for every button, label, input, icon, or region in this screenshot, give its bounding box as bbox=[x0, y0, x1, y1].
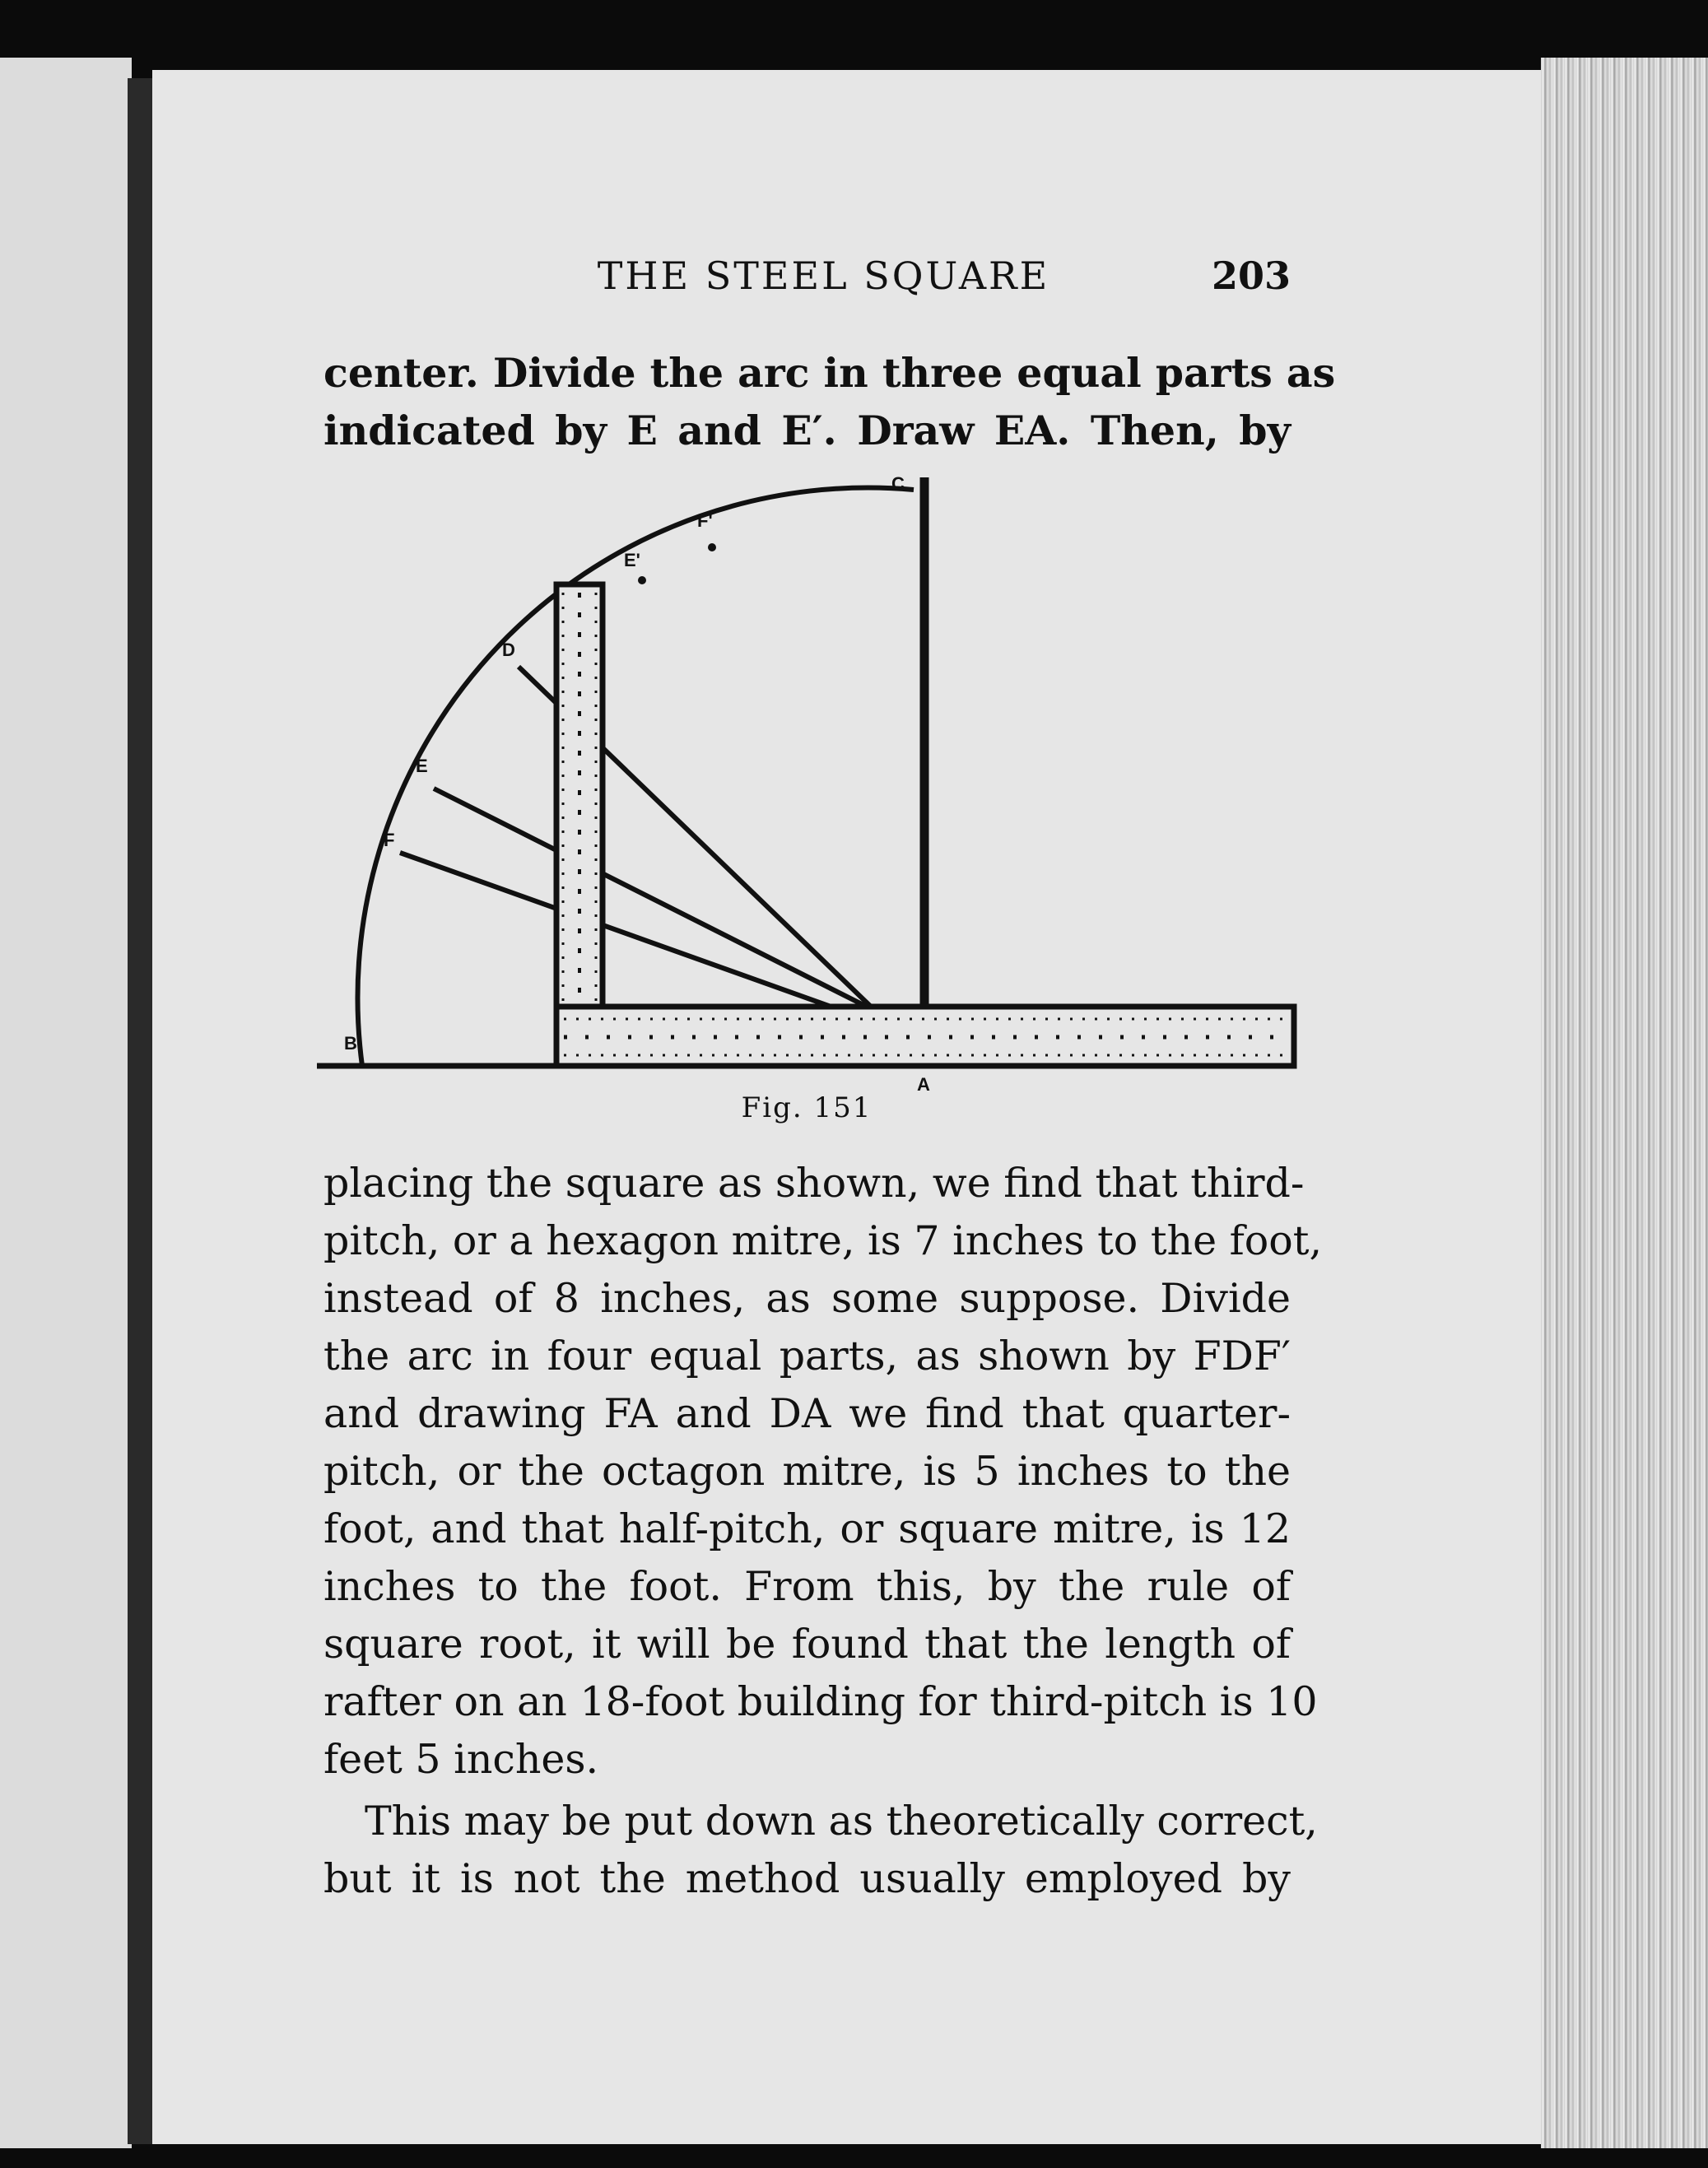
text-line: indicated by E and E′. Draw EA. Then, by bbox=[323, 407, 1291, 454]
figure-caption: Fig. 151 bbox=[741, 1091, 873, 1124]
text-line: inches to the foot. From this, by the rule of bbox=[323, 1563, 1291, 1610]
text-line: rafter on an 18-foot building for third-pitch is 10 bbox=[323, 1678, 1318, 1725]
text-line: instead of 8 inches, as some suppose. Divide bbox=[323, 1275, 1291, 1322]
square-blade bbox=[556, 1007, 1294, 1066]
running-head: THE STEEL SQUARE bbox=[597, 254, 1050, 298]
text-line: pitch, or a hexagon mitre, is 7 inches to the foot, bbox=[323, 1217, 1323, 1264]
label-f-prime: F' bbox=[697, 510, 713, 531]
line-fa bbox=[400, 853, 859, 1017]
label-b: B bbox=[344, 1033, 357, 1054]
steel-square-diagram bbox=[313, 461, 1301, 1095]
page-edges bbox=[1541, 58, 1708, 2148]
text-line: but it is not the method usually employed by bbox=[323, 1855, 1291, 1902]
text-line: the arc in four equal parts, as shown by FDF′ bbox=[323, 1333, 1291, 1379]
label-d: D bbox=[502, 640, 515, 660]
text-line: placing the square as shown, we find that third- bbox=[323, 1160, 1305, 1207]
text-line: feet 5 inches. bbox=[323, 1736, 599, 1783]
book-spine bbox=[128, 78, 152, 2144]
page-number: 203 bbox=[1211, 254, 1291, 298]
point-f-prime bbox=[708, 543, 716, 551]
line-ea bbox=[434, 789, 870, 1008]
page-header bbox=[323, 251, 1291, 300]
label-a: A bbox=[917, 1074, 930, 1095]
text-line: and drawing FA and DA we find that quarter- bbox=[323, 1390, 1291, 1437]
label-f: F bbox=[384, 830, 395, 850]
label-c: C bbox=[891, 473, 905, 494]
text-line: square root, it will be found that the length of bbox=[323, 1621, 1291, 1668]
text-line: foot, and that half-pitch, or square mitre, is 12 bbox=[323, 1505, 1291, 1552]
point-e-prime bbox=[638, 576, 646, 584]
figure-151 bbox=[313, 461, 1301, 1095]
text-line: center. Divide the arc in three equal parts as bbox=[323, 349, 1336, 397]
text-line: This may be put down as theoretically correct, bbox=[365, 1798, 1318, 1845]
facing-page-edge bbox=[0, 58, 132, 2148]
text-line: pitch, or the octagon mitre, is 5 inches to the bbox=[323, 1448, 1291, 1495]
label-e-prime: E' bbox=[624, 550, 640, 570]
label-e: E bbox=[416, 756, 428, 776]
